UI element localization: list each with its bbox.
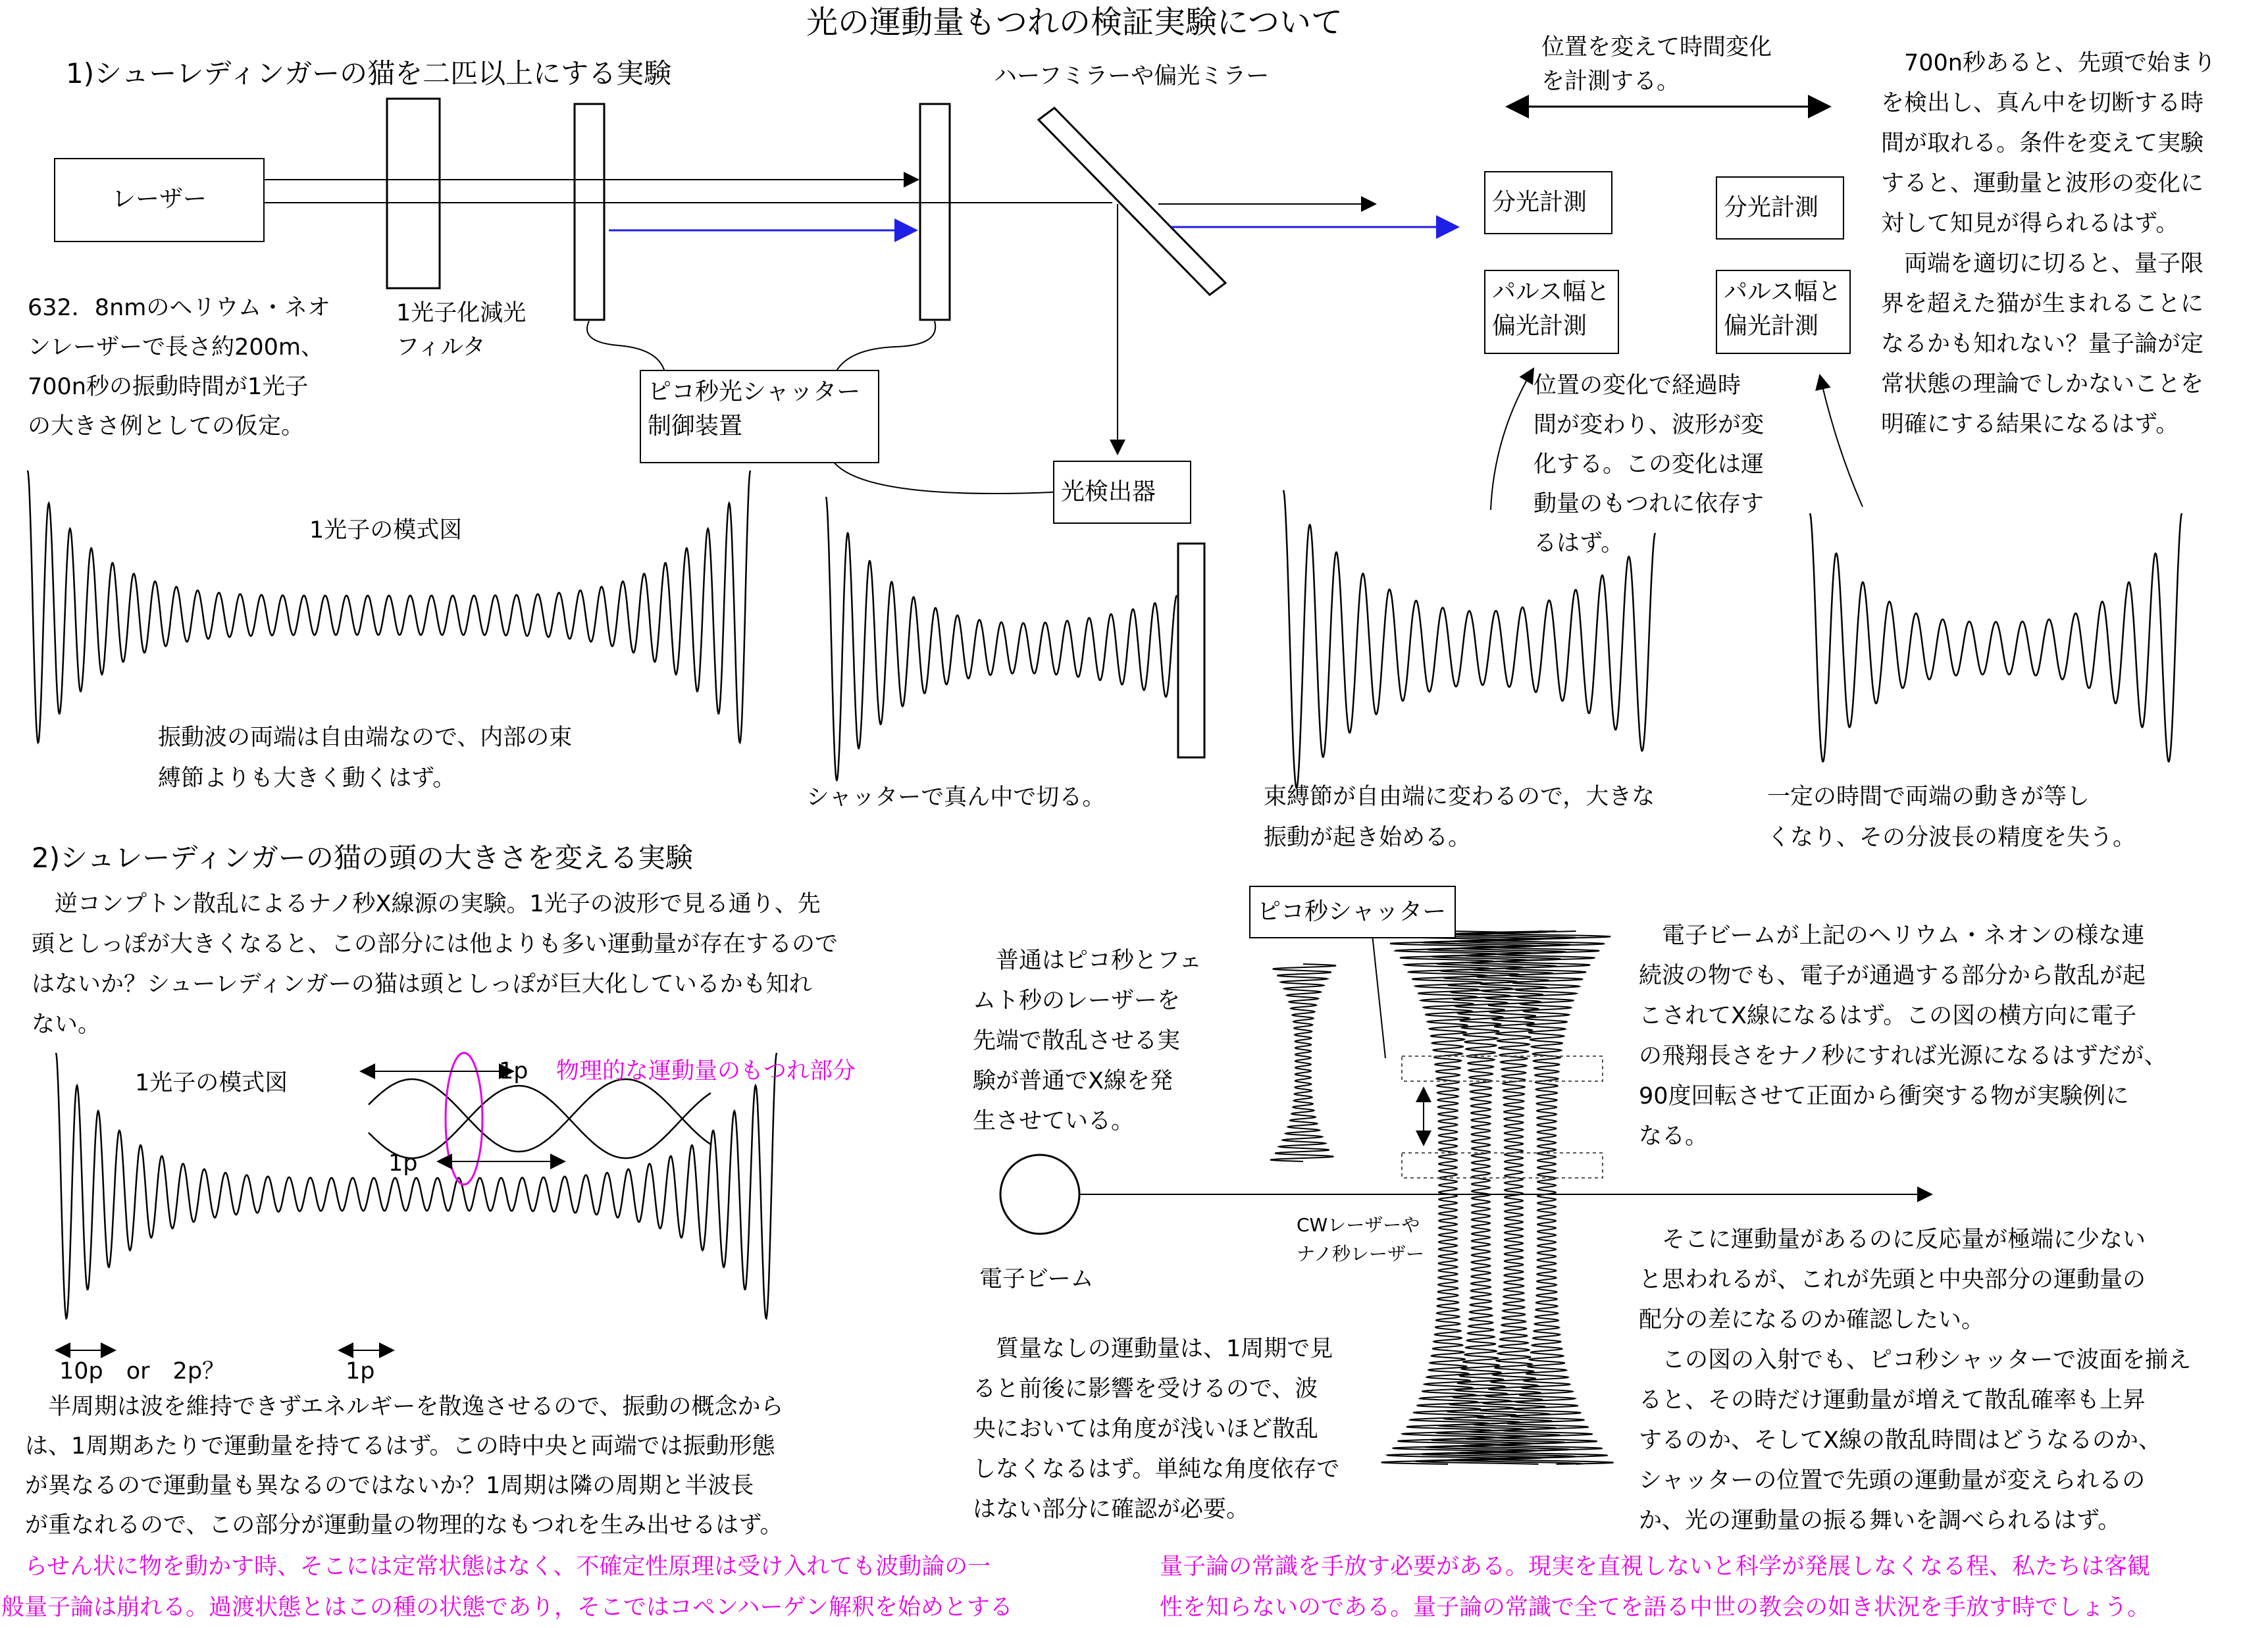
laser-box: レーザー [54,158,265,242]
half-period-note: 半周期は波を維持できずエネルギーを散逸させるので、振動の概念から は、1周期あたりで運動量を持てるはず。この時中央と両端では振動形態 が異なるので運動量も異なるのではないか？1周期は隣の周期と半波長 が重なれるので、この部分が運動量の物理的なもつれを生み出せるはず。 [25,1394,784,1539]
footer-right: 量子論の常識を手放す必要がある。現実を直視しないと科学が発展しなくなる程、私たちは客観 性を知らないのである。量子論の常識で全てを語る中世の教会の如き状況を手放す時でしょう。 [1160,1554,2151,1621]
pulse-measure-left: パルス幅と 偏光計測 [1484,270,1619,354]
shutter-slot-lower [1402,1153,1603,1178]
caption-wave-4: 一定の時間で両端の動きが等し くなり、その分波長の精度を失う。 [1767,784,2136,851]
usual-method-note: 普通はピコ秒とフェ ムト秒のレーザーを 先端で散乱させる実 験が普通でX線を発 生させている。 [973,948,1202,1134]
photon-wave-full [28,471,750,743]
curve-arrow-left [1491,369,1533,510]
photon-wave-cut [826,497,1177,780]
cable-1 [587,321,665,372]
photo-detector-box: 光検出器 [1053,461,1191,524]
shutter-leader [1372,934,1385,1058]
shutter-plate-1 [575,104,604,320]
shutter-controller-box: ピコ秒光シャッター 制御装置 [640,370,879,463]
section2-heading: 2)シュレーディンガーの猫の頭の大きさを変える実験 [32,842,693,874]
spectro-measure-left: 分光計測 [1484,171,1612,234]
pico-pulse-icon [1270,964,1336,1161]
cable-3 [833,461,1053,494]
label-1p-top: 1p [499,1058,528,1084]
label-1p-mid: 1p [388,1150,418,1177]
half-mirror [1039,108,1225,295]
spectro-measure-right: 分光計測 [1716,176,1844,240]
massless-note: 質量なしの運動量は、1周期で見 ると前後に影響を受けるので、波 央においては角度が浅いほど散乱 しなくなるはず。単純な角度依存で はない部分に確認が必要。 [973,1336,1340,1523]
pico-shutter-box: ピコ秒シャッター [1249,886,1456,938]
curve-arrow-right [1820,375,1863,507]
section1-heading: 1)シューレディンガーの猫を二匹以上にする実験 [66,57,672,89]
electron-beam-circle [1000,1155,1079,1234]
mirror-label: ハーフミラーや偏光ミラー [994,63,1270,89]
laser-description: 632．8nmのヘリウム・ネオ ンレーザーで長さ約200m、 700n秒の振動時間が1光子 の大きさ例としての仮定。 [28,295,330,440]
shutter-plate-cut [1178,544,1204,757]
right-explanation: 700n秒あると、先頭で始まり を検出し、真ん中を切断する時 間が取れる。条件を変えて実験 すると、運動量と波形の変化に 対して知見が得られるはず。 両端を適切に切ると、量子限 界を超えた猫が生まれることに なるかも知れない？量子論が定 常状態の理論でしかないことを 明確にする結果になるはず。 [1881,50,2216,438]
label-10p-or-2p: 10p or 2p？ [59,1358,226,1385]
filter-label: 1光子化減光 フィルタ [396,300,527,361]
photon-model-label-1: 1光子の模式図 [309,517,463,544]
photon-wave-equal [1810,513,2182,761]
position-note: 位置を変えて時間変化 を計測する。 [1541,34,1772,95]
cable-2 [836,321,935,372]
caption-wave-1: 振動波の両端は自由端なので、内部の束 縛節よりも大きく動くはず。 [158,725,573,792]
photon-model-label-2: 1光子の模式図 [135,1070,288,1096]
shutter-plate-2 [920,104,950,320]
section2-intro: 逆コンプトン散乱によるナノ秒X線源の実験。1光子の波形で見る通り、先 頭としっぽが大きくなると、この部分には他よりも多い運動量が存在するので はないか？シューレディンガーの猫は頭としっぽが巨大化しているかも知れ ない。 [32,891,838,1038]
reaction-note: そこに運動量があるのに反応量が極端に少ない と思われるが、これが先頭と中央部分の運動量の 配分の差になるのか確認したい。 この図の入射でも、ピコ秒シャッターで波面を揃え ると、その時だけ運動量が増えて散乱確率も上昇 するのか、そしてX線の散乱時間はどうなるのか、 シャッターの位置で先頭の運動量が変えられるの か、光の運動量の振る舞いを調べられるはず。 [1639,1227,2192,1534]
electron-beam-note: 電子ビームが上記のヘリウム・ネオンの様な連 続波の物でも、電子が通過する部分から散乱が起 こされてX線になるはず。この図の横方向に電子 の飛翔長さをナノ秒にすれば光源になるはずだが、 90度回転させて正面から衝突する物が実験例に なる。 [1639,923,2167,1150]
position-change-note: 位置の変化で経過時 間が変わり、波形が変 化する。この変化は運 動量のもつれに依存す るはず。 [1533,372,1765,557]
caption-wave-3: 束縛節が自由端に変わるので，大きな 振動が起き始める。 [1264,784,1655,851]
footer-left: らせん状に物を動かす時、そこには定常状態はなく、不確定性原理は受け入れても波動論の一 般量子論は崩れる。過渡状態とはこの種の状態であり，そこではコペンハーゲン解釈を始めとする [1,1554,1013,1621]
electron-beam-label: 電子ビーム [979,1266,1094,1292]
entanglement-label: 物理的な運動量のもつれ部分 [556,1058,856,1084]
caption-wave-2: シャッターで真ん中で切る。 [806,784,1106,811]
filter-plate [387,99,440,288]
pulse-measure-right: パルス幅と 偏光計測 [1716,270,1851,354]
laser-coil-bundle [1381,931,1614,1464]
page-title: 光の運動量もつれの検証実験について [806,4,1343,41]
label-1p-bottom: 1p [346,1358,375,1385]
cw-laser-label: CWレーザーや ナノ秒レーザー [1297,1214,1425,1265]
entanglement-ellipse [446,1053,482,1184]
